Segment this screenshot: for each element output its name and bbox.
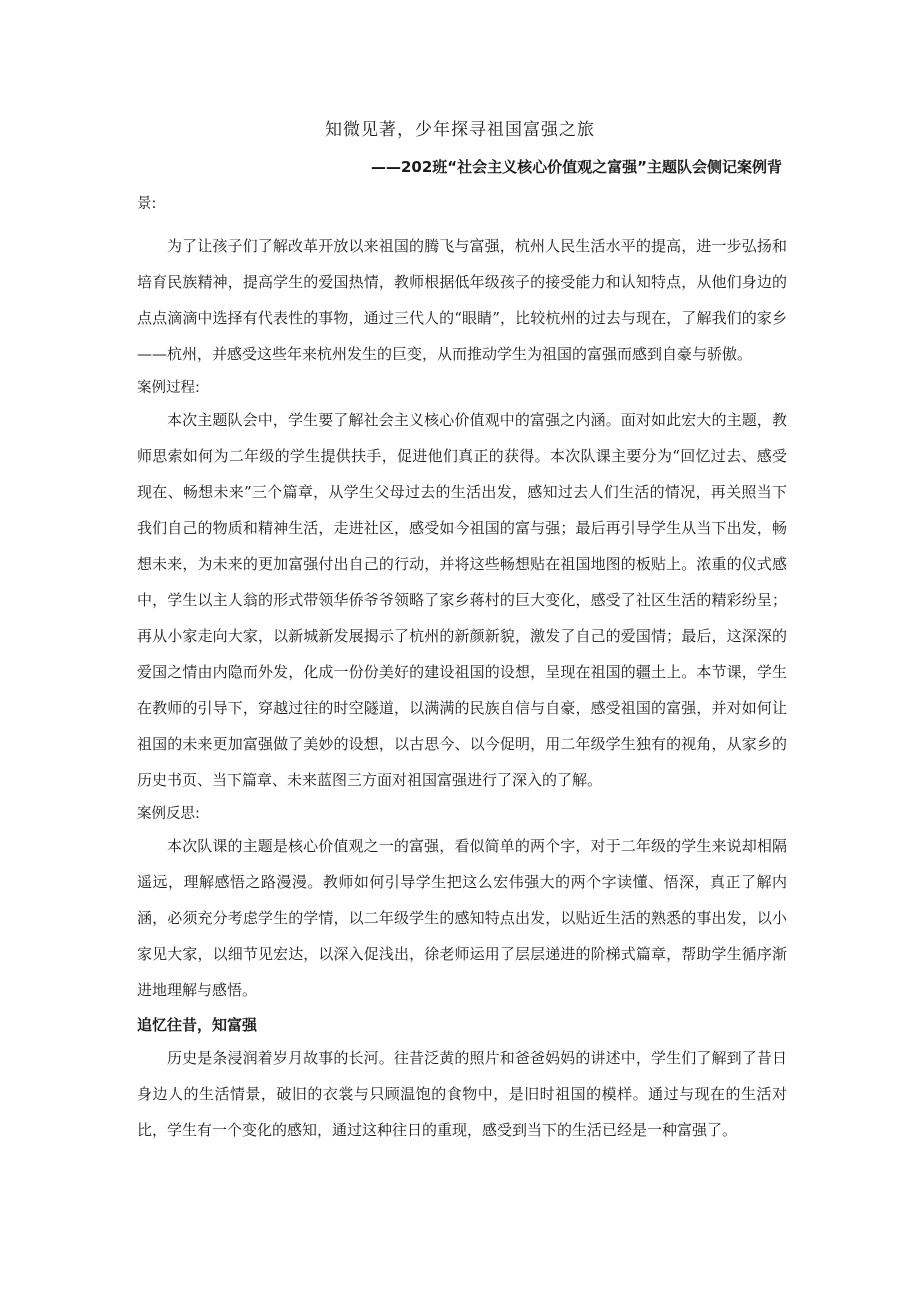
process-paragraph: 本次主题队会中，学生要了解社会主义核心价值观中的富强之内涵。面对如此宏大的主题，教师思索如何为二年级的学生提供扶手，促进他们真正的获得。本次队课主要分为“回忆过去、感受现在、畅想未来”三个篇章，从学生父母过去的生活出发，感知过去人们生活的情况，再关照当下我们自己的物质和精神生活，走进社区，感受如今祖国的富与强；最后再引导学生从当下出发，畅想未来，为未来的更加富强付出自己的行动，并将这些畅想贴在祖国地图的板贴上。浓重的仪式感中，学生以主人翁的形式带领华侨爷爷领略了家乡蒋村的巨大变化，感受了社区生活的精彩纷呈；再从小家走向大家，以新城新发展揭示了杭州的新颜新貌，激发了自己的爱国情；最后，这深深的爱国之情由内隐而外发，化成一份份美好的建设祖国的设想，呈现在祖国的疆土上。本节课，学生在教师的引导下，穿越过往的时空隧道，以满满的民族自信与自豪，感受祖国的富强，并对如何让祖国的未来更加富强做了美妙的设想，以古思今、以今促明，用二年级学生独有的视角，从家乡的历史书页、当下篇章、未来蓝图三方面对祖国富强进行了深入的了解。 <box>137 411 787 789</box>
recall-heading: 追忆往昔，知富强 <box>137 1016 258 1034</box>
background-paragraph: 为了让孩子们了解改革开放以来祖国的腾飞与富强，杭州人民生活水平的提高，进一步弘扬和培育民族精神，提高学生的爱国热情，教师根据低年级孩子的接受能力和认知特点，从他们身边的点点滴滴中选择有代表性的事物，通过三代人的“眼睛”，比较杭州的过去与现在，了解我们的家乡——杭州，并感受这些年来杭州发生的巨变，从而推动学生为祖国的富强而感到自豪与骄傲。 <box>137 237 787 363</box>
background-heading: 景: <box>137 196 157 212</box>
reflection-heading: 案例反思: <box>137 806 200 822</box>
document-body <box>137 190 787 1148</box>
document-subtitle: ——202班“社会主义核心价值观之富强”主题队会侧记案例背 <box>370 158 782 176</box>
reflection-paragraph: 本次队课的主题是核心价值观之一的富强，看似简单的两个字，对于二年级的学生来说却相隔遥远，理解感悟之路漫漫。教师如何引导学生把这么宏伟强大的两个字读懂、悟深，真正了解内涵，必须充分考虑学生的学情，以二年级学生的感知特点出发，以贴近生活的熟悉的事出发，以小家见大家，以细节见宏达，以深入促浅出，徐老师运用了层层递进的阶梯式篇章，帮助学生循序渐进地理解与感悟。 <box>137 837 787 999</box>
recall-paragraph: 历史是条浸润着岁月故事的长河。往昔泛黄的照片和爸爸妈妈的讲述中，学生们了解到了昔日身边人的生活情景，破旧的衣裳与只顾温饱的食物中，是旧时祖国的模样。通过与现在的生活对比，学生有一个变化的感知，通过这种往日的重现，感受到当下的生活已经是一种富强了。 <box>137 1049 787 1139</box>
process-heading: 案例过程: <box>137 380 200 396</box>
document-title: 知微见著，少年探寻祖国富强之旅 <box>325 120 595 140</box>
